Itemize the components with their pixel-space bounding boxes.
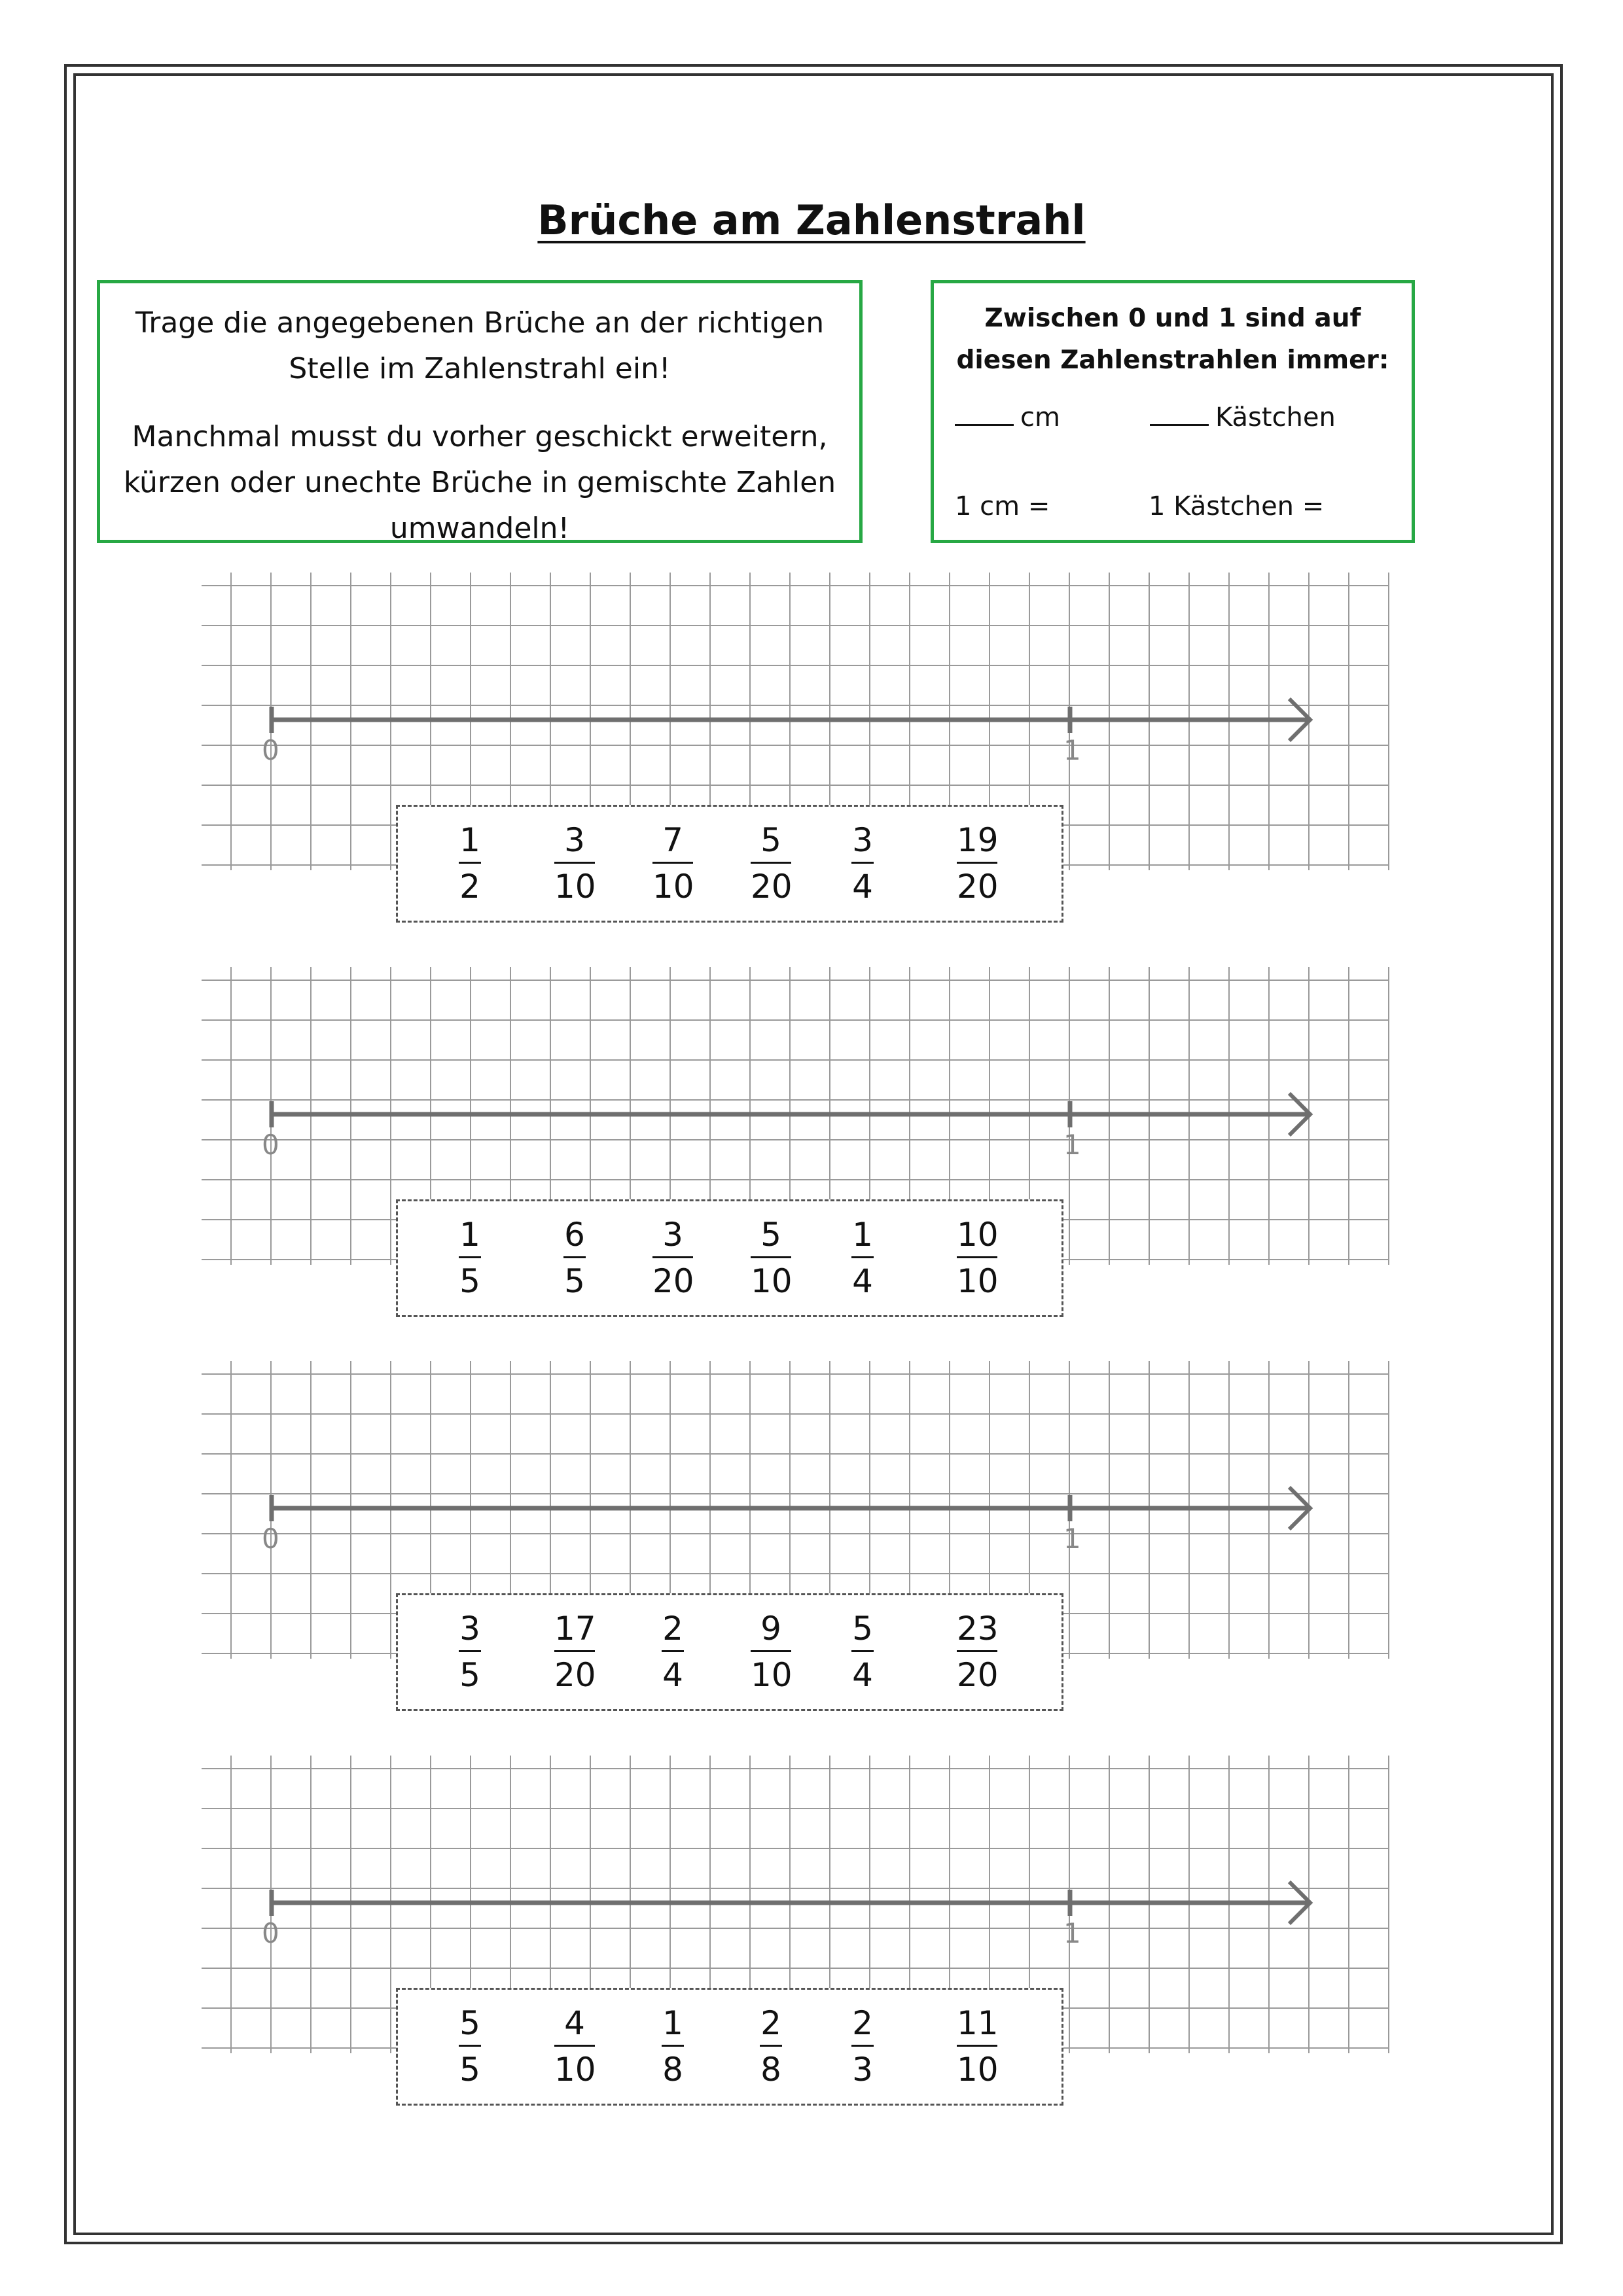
fraction: [459, 2004, 481, 2089]
boxes-field[interactable]: [1150, 402, 1336, 433]
fraction-numerator: 3: [564, 821, 585, 859]
fraction: [554, 2004, 595, 2089]
fraction-bar: [652, 862, 693, 864]
axis-label-one: 1: [1063, 1523, 1081, 1555]
fraction-numerator: 2: [662, 1610, 683, 1648]
fraction: [662, 1610, 684, 1694]
fraction: [554, 821, 595, 906]
fraction-numerator: 4: [564, 2004, 585, 2042]
instruction-text-1: Trage die angegebenen Brüche an der richtigen Stelle im Zahlenstrahl ein!: [135, 306, 825, 385]
fraction-numerator: 3: [459, 1610, 480, 1648]
fraction-denominator: 4: [662, 1656, 683, 1694]
fraction-bar: [751, 1650, 791, 1652]
fraction-bar: [957, 1650, 997, 1652]
boxes-blank[interactable]: [1150, 424, 1209, 426]
fraction-bar: [554, 862, 595, 864]
fraction-bar: [652, 1256, 693, 1258]
number-line-row-1: [0, 573, 1623, 965]
fraction-bar: [851, 862, 874, 864]
fraction-numerator: 10: [957, 1216, 999, 1254]
instruction-text-2: Manchmal musst du vorher geschickt erweitern, kürzen oder unechte Brüche in gemischte Zahlen umwandeln!: [123, 420, 836, 545]
info-box: [931, 280, 1415, 543]
fraction: [851, 821, 874, 906]
fraction-denominator: 4: [852, 868, 873, 906]
fraction: [957, 1216, 997, 1300]
number-line-row-2: [0, 967, 1623, 1360]
fraction-denominator: 5: [459, 1656, 480, 1694]
fraction-bar: [851, 2045, 874, 2047]
fraction: [459, 821, 481, 906]
fraction-denominator: 20: [652, 1262, 694, 1300]
fraction-numerator: 17: [554, 1610, 596, 1648]
axis-label-one: 1: [1063, 734, 1081, 766]
fraction-denominator: 5: [564, 1262, 585, 1300]
fraction: [751, 821, 791, 906]
fraction-bar: [662, 1650, 684, 1652]
fraction-numerator: 23: [957, 1610, 999, 1648]
fraction: [751, 1610, 791, 1694]
axis-label-zero: 0: [262, 1523, 279, 1555]
fraction: [459, 1610, 481, 1694]
fraction-denominator: 5: [459, 1262, 480, 1300]
fraction-numerator: 5: [760, 1216, 781, 1254]
fraction-bar: [459, 862, 481, 864]
fraction-denominator: 20: [957, 868, 999, 906]
info-heading: Zwischen 0 und 1 sind auf diesen Zahlenstrahlen immer:: [956, 304, 1389, 375]
fraction: [957, 821, 997, 906]
one-box-label[interactable]: 1 Kästchen =: [1149, 491, 1325, 521]
fraction-numerator: 3: [662, 1216, 683, 1254]
fraction-denominator: 20: [751, 868, 793, 906]
fraction-bar: [851, 1256, 874, 1258]
cm-field[interactable]: [955, 402, 1060, 433]
fraction-bar: [957, 1256, 997, 1258]
fraction-numerator: 6: [564, 1216, 585, 1254]
fraction-numerator: 5: [852, 1610, 873, 1648]
fraction: [851, 1610, 874, 1694]
fraction: [957, 1610, 997, 1694]
fraction-denominator: 10: [751, 1656, 793, 1694]
fraction-numerator: 1: [459, 1216, 480, 1254]
fraction-numerator: 2: [760, 2004, 781, 2042]
fraction: [652, 1216, 693, 1300]
fraction-box: [396, 1199, 1063, 1317]
fraction-denominator: 10: [652, 868, 694, 906]
fraction-denominator: 10: [957, 2051, 999, 2089]
fraction: [851, 2004, 874, 2089]
fraction-bar: [851, 1650, 874, 1652]
fraction-bar: [662, 2045, 684, 2047]
fraction-numerator: 9: [760, 1610, 781, 1648]
page-title: Brüche am Zahlenstrahl: [537, 196, 1086, 244]
fraction-numerator: 1: [662, 2004, 683, 2042]
fraction: [851, 1216, 874, 1300]
fraction-numerator: 3: [852, 821, 873, 859]
fraction-bar: [751, 1256, 791, 1258]
fraction-numerator: 1: [852, 1216, 873, 1254]
fraction-bar: [554, 2045, 595, 2047]
fraction: [652, 821, 693, 906]
cm-blank[interactable]: [955, 424, 1014, 426]
fraction-denominator: 10: [554, 2051, 596, 2089]
fraction-bar: [957, 2045, 997, 2047]
one-cm-label[interactable]: 1 cm =: [955, 491, 1050, 521]
fraction-denominator: 20: [554, 1656, 596, 1694]
fraction-bar: [751, 862, 791, 864]
number-line-row-3: [0, 1361, 1623, 1754]
fraction: [554, 1610, 595, 1694]
fraction-numerator: 5: [760, 821, 781, 859]
axis-label-zero: 0: [262, 1917, 279, 1949]
fraction-bar: [563, 1256, 586, 1258]
fraction: [751, 1216, 791, 1300]
axis-label-zero: 0: [262, 1129, 279, 1161]
fraction-numerator: 11: [957, 2004, 999, 2042]
fraction: [459, 1216, 481, 1300]
fraction-denominator: 10: [554, 868, 596, 906]
fraction-denominator: 2: [459, 868, 480, 906]
fraction-bar: [459, 2045, 481, 2047]
fraction-bar: [554, 1650, 595, 1652]
fraction-box: [396, 1593, 1063, 1711]
fraction-denominator: 3: [852, 2051, 873, 2089]
instruction-box: [97, 280, 863, 543]
fraction-bar: [459, 1650, 481, 1652]
fraction: [957, 2004, 997, 2089]
fraction-numerator: 1: [459, 821, 480, 859]
fraction-denominator: 4: [852, 1656, 873, 1694]
cm-label: cm: [1020, 402, 1060, 433]
fraction-numerator: 7: [662, 821, 683, 859]
fraction-denominator: 5: [459, 2051, 480, 2089]
fraction-denominator: 20: [957, 1656, 999, 1694]
boxes-label: Kästchen: [1215, 402, 1336, 433]
fraction: [563, 1216, 586, 1300]
fraction-denominator: 8: [760, 2051, 781, 2089]
axis-label-one: 1: [1063, 1917, 1081, 1949]
fraction-box: [396, 1988, 1063, 2106]
fraction-bar: [459, 1256, 481, 1258]
fraction-box: [396, 805, 1063, 923]
axis-label-one: 1: [1063, 1129, 1081, 1161]
fraction-denominator: 10: [751, 1262, 793, 1300]
fraction-numerator: 5: [459, 2004, 480, 2042]
fraction: [662, 2004, 684, 2089]
axis-label-zero: 0: [262, 734, 279, 766]
fraction-denominator: 8: [662, 2051, 683, 2089]
fraction-denominator: 4: [852, 1262, 873, 1300]
fraction-bar: [957, 862, 997, 864]
fraction-bar: [760, 2045, 782, 2047]
fraction-numerator: 2: [852, 2004, 873, 2042]
fraction: [760, 2004, 782, 2089]
fraction-denominator: 10: [957, 1262, 999, 1300]
fraction-numerator: 19: [957, 821, 999, 859]
number-line-row-4: [0, 1756, 1623, 2148]
